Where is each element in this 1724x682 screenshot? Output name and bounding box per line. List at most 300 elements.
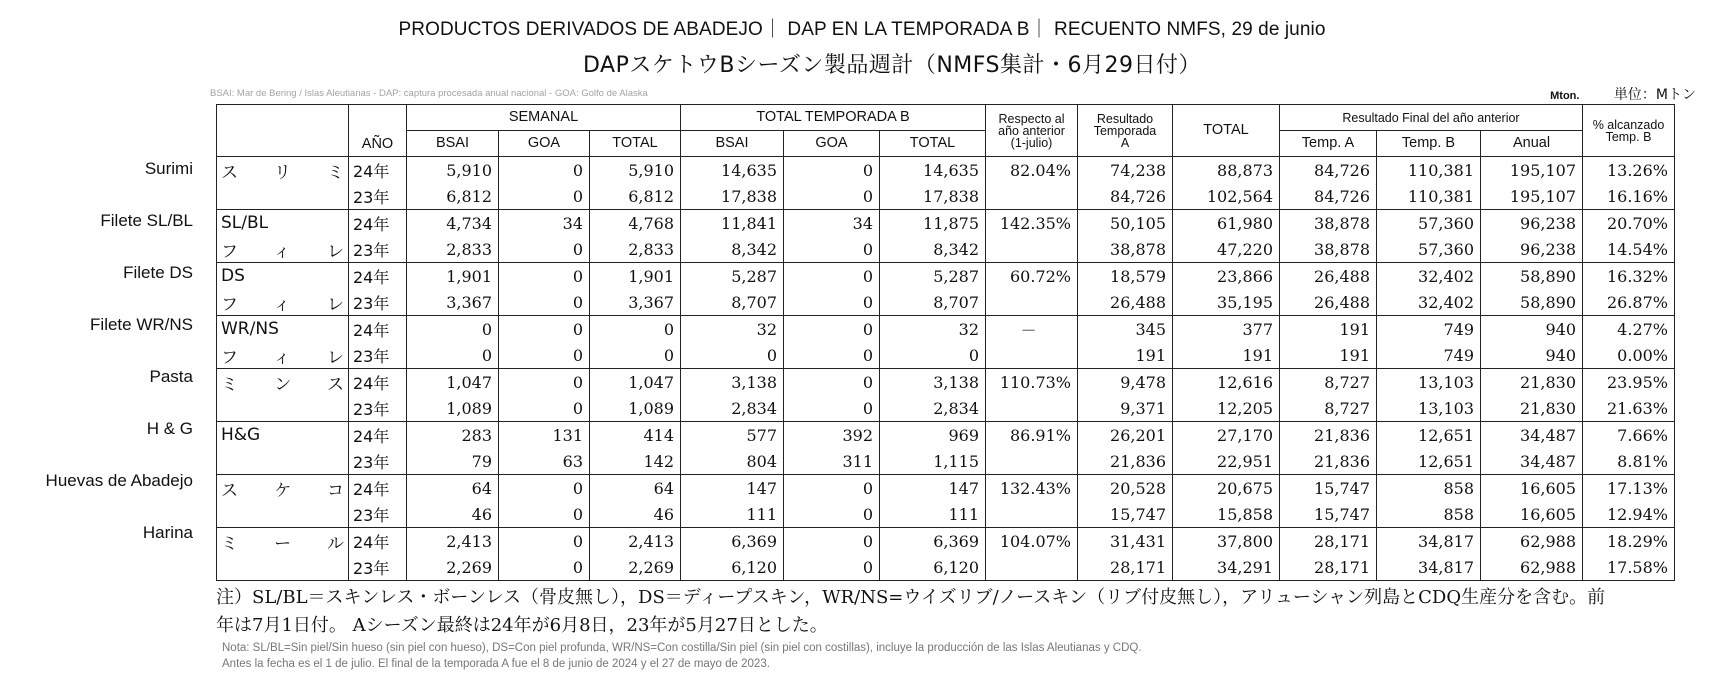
cell-prev-a: 26,488: [1280, 289, 1377, 316]
cell-sem-bsai: 283: [407, 422, 499, 449]
cell-sem-bsai: 1,089: [407, 395, 499, 422]
cell-prev-anual: 58,890: [1481, 263, 1583, 290]
header-semanal: SEMANAL: [407, 105, 681, 131]
cell-sem-total: 0: [590, 342, 681, 369]
cell-prev-b: 13,103: [1377, 395, 1481, 422]
cell-tb-bsai: 111: [681, 501, 784, 528]
cell-total: 35,195: [1173, 289, 1280, 316]
table-row: [217, 263, 1675, 290]
header-alcanzado-line1: % alcanzado: [1592, 117, 1665, 132]
year-cell: 24年: [349, 475, 407, 502]
cell-total: 34,291: [1173, 554, 1280, 581]
cell-sem-goa: 0: [499, 236, 590, 263]
cell-prev-a: 84,726: [1280, 157, 1377, 184]
cell-tb-total: 1,115: [880, 448, 986, 475]
cell-prev-b: 13,103: [1377, 369, 1481, 396]
table-row: [217, 395, 1675, 422]
product-label: Filete DS: [123, 263, 193, 282]
cell-sem-goa: 0: [499, 554, 590, 581]
year-cell: 23年: [349, 501, 407, 528]
cell-tb-bsai: 147: [681, 475, 784, 502]
footnote-spanish-line1: Nota: SL/BL=Sin piel/Sin hueso (sin piel con hueso), DS=Con piel profunda, WR/NS=Con costilla/Sin piel (sin piel con costillas), incluye la producción de las Islas Aleutianas y CDQ.: [222, 642, 1142, 654]
cell-prev-anual: 62,988: [1481, 554, 1583, 581]
production-table: [216, 104, 1675, 581]
cell-tb-total: 111: [880, 501, 986, 528]
year-cell: 23年: [349, 448, 407, 475]
cell-total: 15,858: [1173, 501, 1280, 528]
footnote-japanese-line1: 注）SL/BL＝スキンレス・ボーンレス（骨皮無し），DS＝ディープスキン，WR/NS=ウイズリブ/ノースキン（リブ付皮無し），アリューシャン列島とCDQ生産分を含む。前: [216, 587, 1606, 608]
cell-prev-b: 749: [1377, 342, 1481, 369]
unit-label-es: Mton.: [1550, 90, 1580, 102]
cell-respecto: [986, 448, 1078, 475]
cell-prev-a: 8,727: [1280, 395, 1377, 422]
cell-sem-total: 6,812: [590, 183, 681, 210]
unit-label: [1550, 84, 1696, 104]
header-respecto-line1: Respecto al: [998, 111, 1065, 126]
header-resultado-line3: A: [1120, 135, 1130, 150]
cell-prev-anual: 21,830: [1481, 395, 1583, 422]
cell-tb-bsai: 17,838: [681, 183, 784, 210]
cell-sem-bsai: 46: [407, 501, 499, 528]
year-cell: 24年: [349, 422, 407, 449]
cell-prev-b: 749: [1377, 316, 1481, 343]
cell-sem-total: 1,089: [590, 395, 681, 422]
cell-tb-goa: 0: [784, 316, 880, 343]
product-jp-name: [217, 501, 349, 528]
cell-sem-goa: 0: [499, 501, 590, 528]
cell-sem-total: 2,269: [590, 554, 681, 581]
cell-respecto: [986, 183, 1078, 210]
cell-total: 102,564: [1173, 183, 1280, 210]
cell-sem-bsai: 1,047: [407, 369, 499, 396]
year-cell: 24年: [349, 369, 407, 396]
year-cell: 24年: [349, 528, 407, 555]
cell-pct: 20.70%: [1583, 210, 1675, 237]
table-row: [217, 236, 1675, 263]
cell-sem-bsai: 64: [407, 475, 499, 502]
year-cell: 23年: [349, 554, 407, 581]
cell-sem-goa: 0: [499, 395, 590, 422]
cell-respecto: [986, 289, 1078, 316]
cell-tb-goa: 0: [784, 369, 880, 396]
cell-sem-total: 414: [590, 422, 681, 449]
cell-prev-b: 12,651: [1377, 448, 1481, 475]
cell-tb-total: 8,707: [880, 289, 986, 316]
header-respecto-line3: (1-julio): [1010, 135, 1053, 150]
cell-pct: 26.87%: [1583, 289, 1675, 316]
year-cell: 24年: [349, 210, 407, 237]
cell-sem-total: 3,367: [590, 289, 681, 316]
cell-pct: 16.32%: [1583, 263, 1675, 290]
year-cell: 24年: [349, 263, 407, 290]
cell-sem-goa: 0: [499, 263, 590, 290]
cell-total: 191: [1173, 342, 1280, 369]
product-jp-name: ミール: [217, 528, 349, 555]
cell-prev-a: 21,836: [1280, 422, 1377, 449]
header-respecto-line2: año anterior: [998, 123, 1065, 138]
cell-sem-bsai: 2,269: [407, 554, 499, 581]
year-cell: 23年: [349, 289, 407, 316]
cell-respecto: 60.72%: [986, 263, 1078, 290]
header-alcanzado-line2: Temp. B: [1605, 129, 1652, 144]
product-jp-name: [217, 554, 349, 581]
cell-tb-total: 969: [880, 422, 986, 449]
cell-respecto: 104.07%: [986, 528, 1078, 555]
header-resultado-line1: Resultado: [1096, 111, 1154, 126]
cell-prev-anual: 34,487: [1481, 422, 1583, 449]
header-tb-goa: GOA: [784, 131, 880, 157]
cell-sem-total: 64: [590, 475, 681, 502]
cell-sem-goa: 0: [499, 289, 590, 316]
cell-respecto: [986, 236, 1078, 263]
cell-res-a: 9,371: [1078, 395, 1173, 422]
cell-tb-bsai: 6,369: [681, 528, 784, 555]
cell-respecto: 82.04%: [986, 157, 1078, 184]
cell-tb-bsai: 0: [681, 342, 784, 369]
cell-sem-goa: 34: [499, 210, 590, 237]
cell-respecto: [986, 342, 1078, 369]
cell-res-a: 74,238: [1078, 157, 1173, 184]
header-prev-temp-b: Temp. B: [1377, 131, 1481, 157]
product-jp-name: スリミ: [217, 157, 349, 184]
cell-prev-a: 8,727: [1280, 369, 1377, 396]
table-row: [217, 316, 1675, 343]
cell-tb-total: 11,875: [880, 210, 986, 237]
cell-tb-goa: 0: [784, 475, 880, 502]
cell-tb-bsai: 5,287: [681, 263, 784, 290]
cell-sem-goa: 0: [499, 157, 590, 184]
cell-prev-anual: 16,605: [1481, 475, 1583, 502]
cell-total: 20,675: [1173, 475, 1280, 502]
table-row: [217, 157, 1675, 184]
cell-res-a: 38,878: [1078, 236, 1173, 263]
cell-sem-goa: 0: [499, 342, 590, 369]
table-row: [217, 475, 1675, 502]
cell-respecto: －: [986, 316, 1078, 343]
cell-pct: 8.81%: [1583, 448, 1675, 475]
cell-respecto: 142.35%: [986, 210, 1078, 237]
cell-res-a: 345: [1078, 316, 1173, 343]
cell-tb-goa: 0: [784, 236, 880, 263]
cell-res-a: 9,478: [1078, 369, 1173, 396]
cell-total: 377: [1173, 316, 1280, 343]
cell-prev-b: 57,360: [1377, 210, 1481, 237]
product-jp-name: [217, 448, 349, 475]
header-tb-total: TOTAL: [880, 131, 986, 157]
cell-pct: 4.27%: [1583, 316, 1675, 343]
cell-res-a: 20,528: [1078, 475, 1173, 502]
cell-prev-anual: 58,890: [1481, 289, 1583, 316]
product-jp-name: ミンス: [217, 369, 349, 396]
cell-tb-total: 32: [880, 316, 986, 343]
cell-prev-anual: 195,107: [1481, 183, 1583, 210]
cell-total: 47,220: [1173, 236, 1280, 263]
cell-tb-goa: 0: [784, 501, 880, 528]
footnote-spanish: [222, 640, 1142, 672]
cell-sem-bsai: 6,812: [407, 183, 499, 210]
cell-prev-anual: 62,988: [1481, 528, 1583, 555]
cell-prev-a: 21,836: [1280, 448, 1377, 475]
cell-prev-a: 15,747: [1280, 475, 1377, 502]
footnote-japanese-line2: 年は7月1日付。 Aシーズン最終は24年が6月8日，23年が5月27日とした。: [216, 615, 828, 636]
product-label: Filete WR/NS: [90, 315, 193, 334]
cell-tb-bsai: 32: [681, 316, 784, 343]
header-resultado-a: [1078, 105, 1173, 157]
cell-sem-bsai: 5,910: [407, 157, 499, 184]
cell-prev-b: 110,381: [1377, 157, 1481, 184]
cell-res-a: 26,488: [1078, 289, 1173, 316]
header-prev-temp-a: Temp. A: [1280, 131, 1377, 157]
cell-prev-b: 32,402: [1377, 289, 1481, 316]
header-total: TOTAL: [1173, 105, 1280, 157]
header-sem-goa: GOA: [499, 131, 590, 157]
cell-tb-total: 8,342: [880, 236, 986, 263]
cell-prev-a: 26,488: [1280, 263, 1377, 290]
cell-sem-total: 2,413: [590, 528, 681, 555]
cell-res-a: 28,171: [1078, 554, 1173, 581]
cell-tb-goa: 0: [784, 157, 880, 184]
cell-prev-b: 858: [1377, 501, 1481, 528]
cell-sem-bsai: 4,734: [407, 210, 499, 237]
year-cell: 24年: [349, 157, 407, 184]
cell-pct: 7.66%: [1583, 422, 1675, 449]
cell-respecto: 132.43%: [986, 475, 1078, 502]
table-row: [217, 289, 1675, 316]
cell-res-a: 191: [1078, 342, 1173, 369]
cell-pct: 13.26%: [1583, 157, 1675, 184]
cell-prev-b: 34,817: [1377, 528, 1481, 555]
abbreviation-legend: BSAI: Mar de Bering / Islas Aleutianas - DAP: captura procesada anual nacional - GOA: Golfo de Alaska: [210, 88, 648, 99]
cell-tb-goa: 0: [784, 395, 880, 422]
cell-prev-b: 110,381: [1377, 183, 1481, 210]
header-resultado-line2: Temporada: [1093, 123, 1157, 138]
cell-sem-total: 0: [590, 316, 681, 343]
cell-tb-total: 0: [880, 342, 986, 369]
product-jp-name: フィレ: [217, 342, 349, 369]
cell-prev-anual: 195,107: [1481, 157, 1583, 184]
product-jp-name: WR/NS: [217, 316, 349, 343]
cell-pct: 17.13%: [1583, 475, 1675, 502]
cell-prev-a: 191: [1280, 316, 1377, 343]
cell-tb-total: 3,138: [880, 369, 986, 396]
table-row: [217, 448, 1675, 475]
cell-sem-total: 4,768: [590, 210, 681, 237]
cell-tb-bsai: 577: [681, 422, 784, 449]
header-sem-total: TOTAL: [590, 131, 681, 157]
cell-pct: 14.54%: [1583, 236, 1675, 263]
cell-sem-goa: 131: [499, 422, 590, 449]
cell-pct: 16.16%: [1583, 183, 1675, 210]
cell-res-a: 15,747: [1078, 501, 1173, 528]
cell-prev-b: 34,817: [1377, 554, 1481, 581]
cell-sem-total: 5,910: [590, 157, 681, 184]
cell-total: 27,170: [1173, 422, 1280, 449]
cell-tb-goa: 392: [784, 422, 880, 449]
product-label: Pasta: [149, 367, 193, 386]
product-label: H & G: [146, 419, 193, 438]
table-row: [217, 422, 1675, 449]
year-cell: 23年: [349, 236, 407, 263]
cell-tb-bsai: 11,841: [681, 210, 784, 237]
table-row: [217, 501, 1675, 528]
table-row: [217, 554, 1675, 581]
header-respecto: [986, 105, 1078, 157]
header-product-blank: [217, 105, 349, 157]
cell-tb-bsai: 14,635: [681, 157, 784, 184]
cell-tb-bsai: 2,834: [681, 395, 784, 422]
table-row: [217, 183, 1675, 210]
cell-tb-goa: 0: [784, 289, 880, 316]
cell-tb-goa: 0: [784, 554, 880, 581]
cell-total: 61,980: [1173, 210, 1280, 237]
cell-pct: 18.29%: [1583, 528, 1675, 555]
cell-tb-total: 14,635: [880, 157, 986, 184]
product-label: Surimi: [144, 159, 193, 178]
product-jp-name: [217, 395, 349, 422]
cell-tb-bsai: 3,138: [681, 369, 784, 396]
table-row: [217, 210, 1675, 237]
cell-sem-goa: 0: [499, 528, 590, 555]
cell-sem-goa: 0: [499, 369, 590, 396]
header-tb-bsai: BSAI: [681, 131, 784, 157]
product-jp-name: [217, 183, 349, 210]
table-row: [217, 369, 1675, 396]
product-label: Huevas de Abadejo: [45, 471, 193, 490]
product-label: Filete SL/BL: [100, 211, 193, 230]
cell-sem-total: 142: [590, 448, 681, 475]
cell-respecto: [986, 395, 1078, 422]
cell-total: 12,616: [1173, 369, 1280, 396]
unit-label-jp: 単位：Mトン: [1613, 87, 1696, 103]
cell-prev-anual: 96,238: [1481, 236, 1583, 263]
cell-sem-goa: 0: [499, 316, 590, 343]
cell-respecto: [986, 501, 1078, 528]
cell-tb-bsai: 6,120: [681, 554, 784, 581]
cell-tb-goa: 0: [784, 263, 880, 290]
cell-tb-total: 2,834: [880, 395, 986, 422]
product-jp-name: フィレ: [217, 236, 349, 263]
cell-sem-bsai: 1,901: [407, 263, 499, 290]
cell-sem-bsai: 0: [407, 316, 499, 343]
product-jp-name: SL/BL: [217, 210, 349, 237]
cell-total: 37,800: [1173, 528, 1280, 555]
cell-res-a: 84,726: [1078, 183, 1173, 210]
cell-sem-bsai: 2,833: [407, 236, 499, 263]
header-total-temporada-b: TOTAL TEMPORADA B: [681, 105, 986, 131]
cell-prev-b: 32,402: [1377, 263, 1481, 290]
cell-res-a: 31,431: [1078, 528, 1173, 555]
year-cell: 23年: [349, 395, 407, 422]
cell-tb-total: 147: [880, 475, 986, 502]
cell-res-a: 50,105: [1078, 210, 1173, 237]
cell-tb-goa: 311: [784, 448, 880, 475]
year-cell: 24年: [349, 316, 407, 343]
cell-pct: 0.00%: [1583, 342, 1675, 369]
cell-prev-a: 38,878: [1280, 210, 1377, 237]
cell-prev-a: 191: [1280, 342, 1377, 369]
cell-sem-goa: 0: [499, 183, 590, 210]
cell-tb-goa: 0: [784, 528, 880, 555]
header-prev-anual: Anual: [1481, 131, 1583, 157]
cell-sem-total: 2,833: [590, 236, 681, 263]
cell-prev-a: 38,878: [1280, 236, 1377, 263]
cell-tb-total: 17,838: [880, 183, 986, 210]
cell-prev-anual: 96,238: [1481, 210, 1583, 237]
header-sem-bsai: BSAI: [407, 131, 499, 157]
cell-res-a: 18,579: [1078, 263, 1173, 290]
cell-sem-bsai: 2,413: [407, 528, 499, 555]
cell-pct: 23.95%: [1583, 369, 1675, 396]
cell-prev-a: 28,171: [1280, 554, 1377, 581]
cell-tb-total: 5,287: [880, 263, 986, 290]
year-cell: 23年: [349, 342, 407, 369]
cell-prev-anual: 940: [1481, 316, 1583, 343]
cell-tb-bsai: 8,342: [681, 236, 784, 263]
cell-pct: 12.94%: [1583, 501, 1675, 528]
cell-prev-b: 12,651: [1377, 422, 1481, 449]
cell-tb-bsai: 804: [681, 448, 784, 475]
cell-tb-total: 6,369: [880, 528, 986, 555]
cell-respecto: 110.73%: [986, 369, 1078, 396]
product-jp-name: フィレ: [217, 289, 349, 316]
page-title-spanish: PRODUCTOS DERIVADOS DE ABADEJO｜ DAP EN LA TEMPORADA B｜ RECUENTO NMFS, 29 de junio: [398, 19, 1326, 40]
cell-sem-total: 46: [590, 501, 681, 528]
cell-res-a: 26,201: [1078, 422, 1173, 449]
cell-sem-total: 1,047: [590, 369, 681, 396]
cell-tb-goa: 0: [784, 183, 880, 210]
product-jp-name: スケコ: [217, 475, 349, 502]
header-alcanzado: [1583, 105, 1675, 157]
cell-sem-bsai: 3,367: [407, 289, 499, 316]
cell-prev-a: 28,171: [1280, 528, 1377, 555]
cell-sem-bsai: 79: [407, 448, 499, 475]
cell-pct: 17.58%: [1583, 554, 1675, 581]
cell-res-a: 21,836: [1078, 448, 1173, 475]
cell-prev-b: 858: [1377, 475, 1481, 502]
cell-sem-total: 1,901: [590, 263, 681, 290]
cell-tb-bsai: 8,707: [681, 289, 784, 316]
table-row: [217, 528, 1675, 555]
cell-prev-anual: 940: [1481, 342, 1583, 369]
cell-prev-anual: 16,605: [1481, 501, 1583, 528]
cell-tb-goa: 34: [784, 210, 880, 237]
cell-total: 88,873: [1173, 157, 1280, 184]
cell-prev-a: 84,726: [1280, 183, 1377, 210]
cell-prev-anual: 21,830: [1481, 369, 1583, 396]
footnote-japanese: [216, 584, 1706, 640]
table-row: [217, 342, 1675, 369]
product-label: Harina: [142, 523, 193, 542]
product-jp-name: H&G: [217, 422, 349, 449]
cell-sem-goa: 63: [499, 448, 590, 475]
header-resultado-final: Resultado Final del año anterior: [1280, 105, 1583, 131]
cell-sem-goa: 0: [499, 475, 590, 502]
footnote-spanish-line2: Antes la fecha es el 1 de julio. El final de la temporada A fue el 8 de junio de 2024 y el 27 de mayo de 2023.: [222, 658, 770, 670]
header-anio: AÑO: [349, 105, 407, 157]
year-cell: 23年: [349, 183, 407, 210]
cell-respecto: [986, 554, 1078, 581]
cell-prev-b: 57,360: [1377, 236, 1481, 263]
cell-tb-total: 6,120: [880, 554, 986, 581]
cell-total: 12,205: [1173, 395, 1280, 422]
cell-prev-a: 15,747: [1280, 501, 1377, 528]
cell-sem-bsai: 0: [407, 342, 499, 369]
cell-pct: 21.63%: [1583, 395, 1675, 422]
cell-total: 22,951: [1173, 448, 1280, 475]
cell-total: 23,866: [1173, 263, 1280, 290]
cell-prev-anual: 34,487: [1481, 448, 1583, 475]
product-jp-name: DS: [217, 263, 349, 290]
